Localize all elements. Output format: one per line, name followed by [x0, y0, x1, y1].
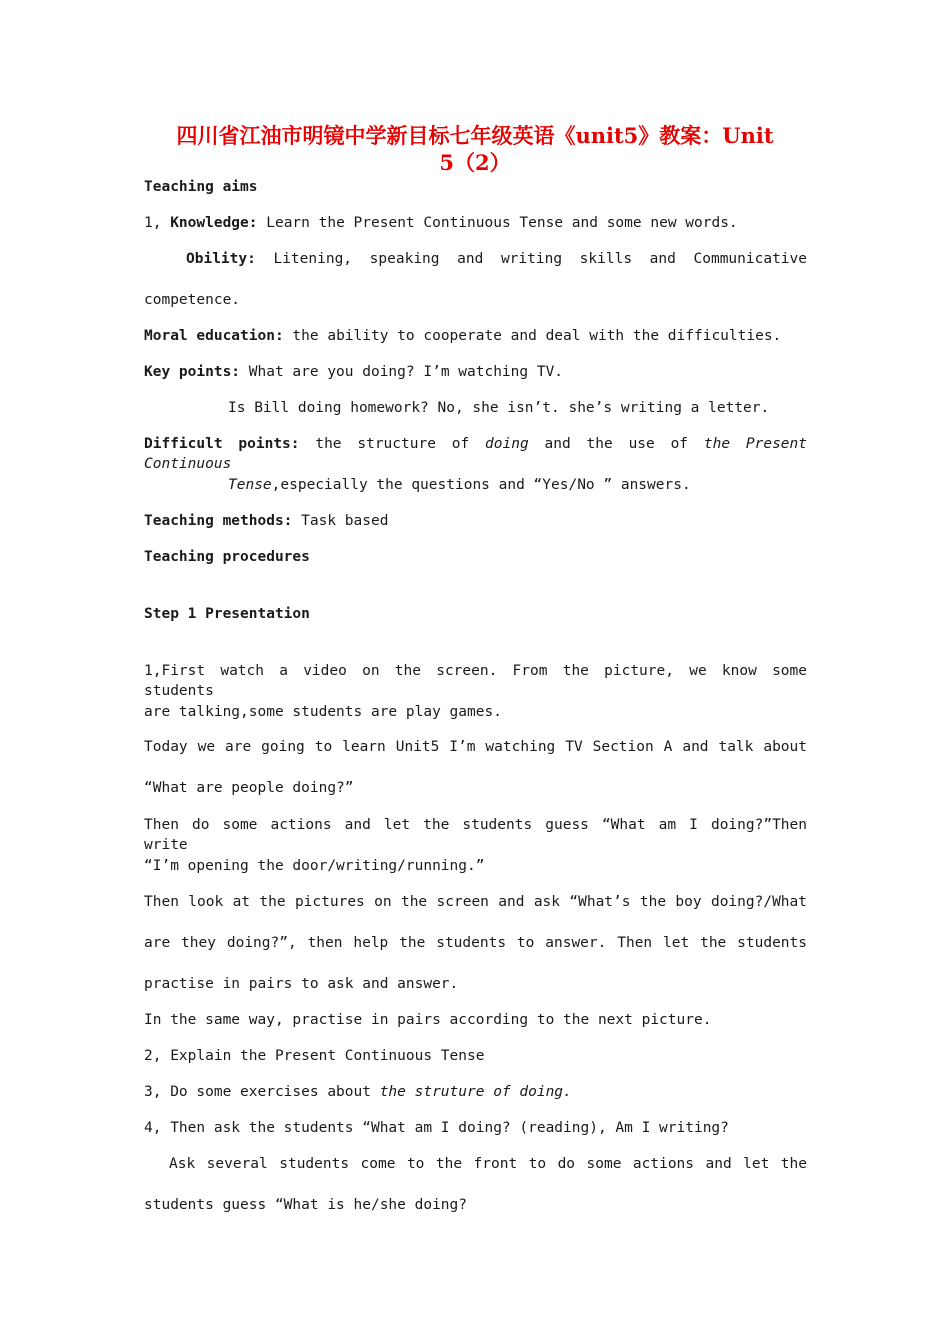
body-p5: In the same way, practise in pairs according to the next picture.: [144, 1012, 712, 1028]
body-p2-line-1: Today we are going to learn Unit5 I’m watching TV Section A and talk about: [144, 739, 807, 755]
difficult-text-2: doing: [485, 436, 529, 452]
key-points-label: Key points:: [144, 364, 241, 380]
methods-text: Task based: [292, 513, 389, 529]
ability-label: Obility:: [186, 251, 256, 267]
body-p3-line-1: Then do some actions and let the students guess “What am I doing?”Then write: [144, 817, 807, 853]
difficult-points-line-2: [228, 475, 807, 495]
difficult-text-5: Tense: [228, 477, 272, 493]
key-points-line-2: Is Bill doing homework? No, she isn’t. she’s writing a letter.: [228, 400, 770, 416]
ability-line-2: competence.: [144, 292, 241, 308]
knowledge-text: Learn the Present Continuous Tense and some new words.: [257, 215, 738, 231]
body-p4-line-2: are they doing?”, then help the students to answer. Then let the students: [144, 935, 807, 951]
body-p9-line-2: students guess “What is he/she doing?: [144, 1197, 468, 1213]
difficult-text-1: the structure of: [299, 436, 486, 452]
ability-line: [186, 249, 807, 269]
difficult-text-4: the Present Continuous: [144, 436, 808, 472]
knowledge-prefix: 1,: [144, 215, 171, 231]
title-line-1: 四川省江油市明镜中学新目标七年级英语《unit5》教案：Unit: [176, 123, 774, 148]
body-p3-line-2: “I’m opening the door/writing/running.”: [144, 858, 485, 874]
moral-text: the ability to cooperate and deal with the difficulties.: [283, 328, 782, 344]
body-p1-line-1: 1,First watch a video on the screen. From the picture, we know some students: [144, 663, 807, 699]
body-p7-italic: the struture of doing.: [379, 1084, 572, 1100]
ability-text: Litening, speaking and writing skills and Communicative: [255, 251, 807, 267]
key-points-line: [144, 362, 807, 382]
body-p9-line-1: Ask several students come to the front to do some actions and let the: [169, 1156, 807, 1172]
knowledge-label: Knowledge:: [170, 215, 258, 231]
body-p6: 2, Explain the Present Continuous Tense: [144, 1048, 485, 1064]
document-title: [150, 122, 800, 176]
key-points-text: What are you doing? I’m watching TV.: [240, 364, 564, 380]
difficult-text-6: ,especially the questions and “Yes/No ” answers.: [271, 477, 691, 493]
moral-label: Moral education:: [144, 328, 284, 344]
body-p1-line-2: are talking,some students are play games.: [144, 704, 502, 720]
difficult-text-3: and the use of: [528, 436, 704, 452]
procedures-heading: Teaching procedures: [144, 549, 310, 565]
moral-line: [144, 326, 807, 346]
body-p4-line-3: practise in pairs to ask and answer.: [144, 976, 459, 992]
difficult-points-line: [144, 434, 807, 474]
body-p7-text: 3, Do some exercises about: [144, 1084, 380, 1100]
step1-heading: Step 1 Presentation: [144, 606, 310, 622]
methods-line: [144, 511, 807, 531]
title-line-2: 5（2）: [439, 150, 511, 175]
methods-label: Teaching methods:: [144, 513, 293, 529]
body-p4-line-1: Then look at the pictures on the screen and ask “What’s the boy doing?/What: [144, 894, 807, 910]
body-p8: 4, Then ask the students “What am I doing? (reading), Am I writing?: [144, 1120, 729, 1136]
body-p2-line-2: “What are people doing?”: [144, 780, 354, 796]
body-p7: [144, 1082, 807, 1102]
knowledge-line: [144, 213, 807, 233]
difficult-points-label: Difficult points:: [144, 436, 300, 452]
teaching-aims-heading: Teaching aims: [144, 179, 258, 195]
